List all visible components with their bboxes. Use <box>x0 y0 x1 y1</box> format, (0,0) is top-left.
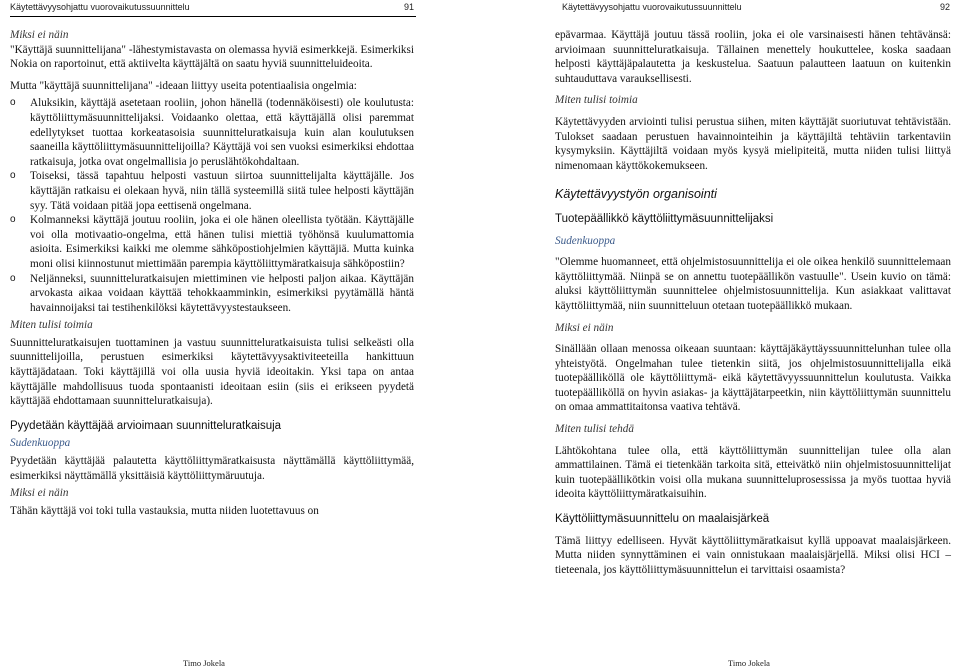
paragraph: "Käyttäjä suunnittelijana" -lähestymistavasta on olemassa hyviä esimerkkejä. Esimerkiksi Nokia on raportoinut, että aktiivelta käyttäjältä on saatu hyviä suunnitteluideoita. <box>10 43 414 71</box>
footer-author: Timo Jokela <box>728 658 770 666</box>
subheading-miksi-ei-nain: Miksi ei näin <box>10 29 69 41</box>
paragraph: Tähän käyttäjä voi toki tulla vastauksia, mutta niiden luotettavuus on <box>10 504 319 517</box>
footer-author: Timo Jokela <box>183 658 225 666</box>
paragraph: Lähtökohtana tulee olla, että käyttöliittymän suunnittelijan tulee olla alan ammattilainen. Tämä ei tietenkään tarkoita sitä, etteivätkö niin ohjelmistosuunnittelijat kuin tuotepäällikötkin voisi olla mukana suunnitteluprosessissa ja myös tuottaa hyviä ideoita käyttöliittymäratkaisuihin. <box>555 444 951 501</box>
page-number: 91 <box>403 2 414 12</box>
page-number: 92 <box>939 2 950 12</box>
list-item: o Neljänneksi, suunnitteluratkaisujen miettiminen vie helposti paljon aikaa. Käyttäjän arvokasta aikaa voidaan käyttää tehokkaamminkin, esimerkiksi pyytämällä häntä havainnoijaksi tai testihenkilöksi käytettävyystestaukseen. <box>10 272 414 316</box>
problem-list <box>10 96 414 315</box>
paragraph: Suunnitteluratkaisujen tuottaminen ja vastuu suunnitteluratkaisuista tulisi selkeästi olla suunnittelijoilla, perustuen esimerkiksi käytettävyysaktiviteeteilla hankittuun käyttäjädataan. Toki käyttäjillä voi olla uusia hyviä ideoitakin. Yksi tapa on antaa käyttäjälle mahdollisuus tuoda spontaanisti ideoitaan esiin (siis ei erikseen pyydetä käyttäjää ehdottamaan suunnitteluratkaisuja). <box>10 336 414 408</box>
paragraph: Tämä liittyy edelliseen. Hyvät käyttöliittymäratkaisut kyllä uppoavat maalaisjärkeen. Mutta niiden synnyttäminen ei vain onnistukaan maalaisjärjellä. Miksi olisi HCI –tieteenala, jos käyttöliittymäsuunnittelun ei tarvittaisi osaamista? <box>555 534 951 576</box>
paragraph: Pyydetään käyttäjää palautetta käyttöliittymäratkaisusta näyttämällä käyttöliittymää, esimerkiksi näyttämällä yksittäisiä käyttöliittymäruutuja. <box>10 455 414 482</box>
list-item: o Toiseksi, tässä tapahtuu helposti vastuun siirtoa suunnittelijalta käyttäjälle. Jos käyttäjän ratkaisu ei olekaan hyvä, niin tällä systeemillä siitä tulee helposti käyttäjän syy. Tätä voidaan pitää jopa eettisenä ongelmana. <box>10 169 414 213</box>
text-column <box>555 28 951 577</box>
list-item: o Kolmanneksi käyttäjä joutuu rooliin, joka ei ole hänen oleellista työtään. Käyttäjälle voi olla motivaatio-ongelma, että hänen tulisi miettiä työhönsä kuulumattomia asioita. Esimerkiksi kaikki me olemme sähköpostiohjelmien käyttäjiä. Mutta kuinka moni olisi kiinnostunut miettimään parempia käyttöliittymäratkaisuja sähköpostiin? <box>10 213 414 271</box>
subheading-miksi-ei-nain: Miksi ei näin <box>10 487 69 500</box>
section-heading: Käyttöliittymäsuunnittelu on maalaisjärkeä <box>555 513 770 526</box>
text-column <box>10 28 414 518</box>
running-header: Käytettävyysohjattu vuorovaikutussuunnittelu <box>10 2 190 12</box>
section-heading: Tuotepäällikkö käyttöliittymäsuunnittelijaksi <box>555 212 774 225</box>
section-heading: Pyydetään käyttäjää arvioimaan suunnitteluratkaisuja <box>10 419 282 432</box>
subheading-miten-tulisi-toimia: Miten tulisi toimia <box>555 94 638 107</box>
paragraph: "Olemme huomanneet, että ohjelmistosuunnittelija ei ole oikea henkilö suunnittelemaan käyttöliittymää. Niinpä se on annettu tuotepäällikön vastuulle". Usein kuvio on tämä: aluksi käyttöliittymän suunnittelee ohjelmistosuunnittelija. Kun asiakkaat valittavat käyttöliittymää, niin suunnitteluun otetaan tuotepäällikkö mukaan. <box>555 256 951 312</box>
page-92 <box>480 0 960 666</box>
subheading-sudenkuoppa: Sudenkuoppa <box>555 234 616 247</box>
list-item: o Aluksikin, käyttäjä asetetaan rooliin, johon hänellä (todennäköisesti) ole koulutusta: käyttöliittymäsuunnittelijaksi. Voidaanko olettaa, että käyttäjällä olisi paremmat edellytykset tuottaa korkeatasoisia suunnitteluratkaisuja kuin alan koulutuksen saaneilla käyttöliittymäsuunnittelijoilla? Käyttäjä voi sen vuoksi esimerkiksi ehdottaa ratkaisuja, jotka ovat ongelmallisia jo peruslähtökohdaltaan. <box>10 96 414 169</box>
subheading-miksi-ei-nain: Miksi ei näin <box>555 321 614 334</box>
paragraph: Mutta "käyttäjä suunnittelijana" -ideaan liittyy useita potentiaalisia ongelmia: <box>10 79 357 92</box>
subheading-miten-tulisi-tehda: Miten tulisi tehdä <box>555 423 634 436</box>
running-header: Käytettävyysohjattu vuorovaikutussuunnittelu <box>562 2 742 12</box>
paragraph: epävarmaa. Käyttäjä joutuu tässä rooliin, joka ei ole varsinaisesti hänen tehtävänsä: arvioimaan suunnitteluratkaisuja. Tällainen menettely houkuttelee, koska saadaan helposti käyttäjäpalautetta ja keskustelua. Saatuun palautteen laatuun on kuitenkin suhtauduttava varauksellisesti. <box>555 29 951 85</box>
subheading-sudenkuoppa: Sudenkuoppa <box>10 437 71 450</box>
subheading-miten-tulisi-toimia: Miten tulisi toimia <box>10 319 93 332</box>
paragraph: Käytettävyyden arviointi tulisi perustua siihen, miten käyttäjät suoriutuvat tehtävistään. Tulokset saadaan perustuen havainnointeihin ja käyttäjiltä tehtäviin tarkentaviin kysymyksiin. Käyttäjiltä voidaan myös kysyä mielipiteitä, mutta niiden tulisi liittyä nimenomaan käyttökokemukseen. <box>555 115 951 172</box>
chapter-heading: Käytettävyystyön organisointi <box>555 187 717 202</box>
header-rule <box>10 16 416 17</box>
paragraph: Sinällään ollaan menossa oikeaan suuntaan: käyttäjäkäyttäyssuunnittelunhan tulee olla yhteistyötä. Ongelmahan tulee tietenkin siitä, jos ohjelmistosuunnittelijalla eikä tuotepäälliköllä ole käyttöliittymä- eikä käytettävyyssuunnittelun koulutusta. Vaikka tuotepäälliköllä on hyvin asiakas- ja käyttäjätarpeetkin, niin käyttöliittymän suunnittelu on omaa ammattitaitonsa vaativa tehtävä. <box>555 343 951 414</box>
